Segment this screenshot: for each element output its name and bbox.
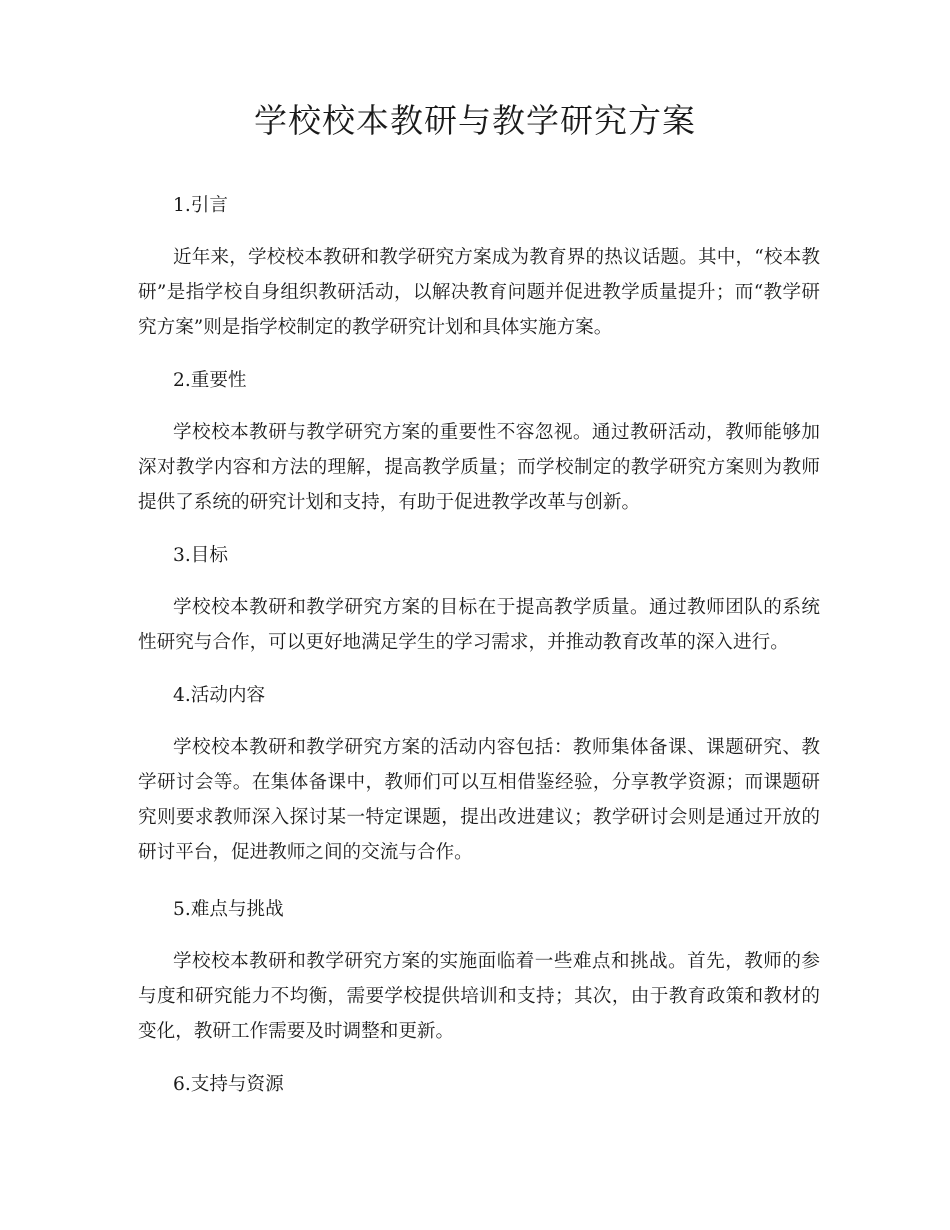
section-paragraph-importance: 学校校本教研与教学研究方案的重要性不容忽视。通过教研活动，教师能够加深对教学内容和方法的理解，提高教学质量；而学校制定的教学研究方案则为教师提供了系统的研究计划和支持，有助于促进教学改革与创新。: [138, 422, 820, 513]
section-paragraph-activities: 学校校本教研和教学研究方案的活动内容包括：教师集体备课、课题研究、教学研讨会等。在集体备课中，教师们可以互相借鉴经验，分享教学资源；而课题研究则要求教师深入探讨某一特定课题，提出改进建议；教学研讨会则是通过开放的研讨平台，促进教师之间的交流与合作。: [138, 737, 820, 863]
section-heading-support-resources: 6.支持与资源: [173, 1074, 284, 1095]
document-title: 学校校本教研与教学研究方案: [254, 101, 696, 140]
section-heading-activities: 4.活动内容: [173, 685, 266, 706]
section-paragraph-introduction: 近年来，学校校本教研和教学研究方案成为教育界的热议话题。其中，“校本教研”是指学校自身组织教研活动，以解决教育问题并促进教学质量提升；而“教学研究方案”则是指学校制定的教学研究计划和具体实施方案。: [138, 247, 820, 338]
section-heading-introduction: 1.引言: [173, 195, 228, 216]
section-heading-importance: 2.重要性: [173, 370, 247, 391]
section-heading-goals: 3.目标: [173, 545, 228, 566]
section-heading-challenges: 5.难点与挑战: [173, 899, 284, 920]
section-paragraph-challenges: 学校校本教研和教学研究方案的实施面临着一些难点和挑战。首先，教师的参与度和研究能力不均衡，需要学校提供培训和支持；其次，由于教育政策和教材的变化，教研工作需要及时调整和更新。: [138, 951, 820, 1042]
section-paragraph-goals: 学校校本教研和教学研究方案的目标在于提高教学质量。通过教师团队的系统性研究与合作，可以更好地满足学生的学习需求，并推动教育改革的深入进行。: [138, 597, 820, 653]
